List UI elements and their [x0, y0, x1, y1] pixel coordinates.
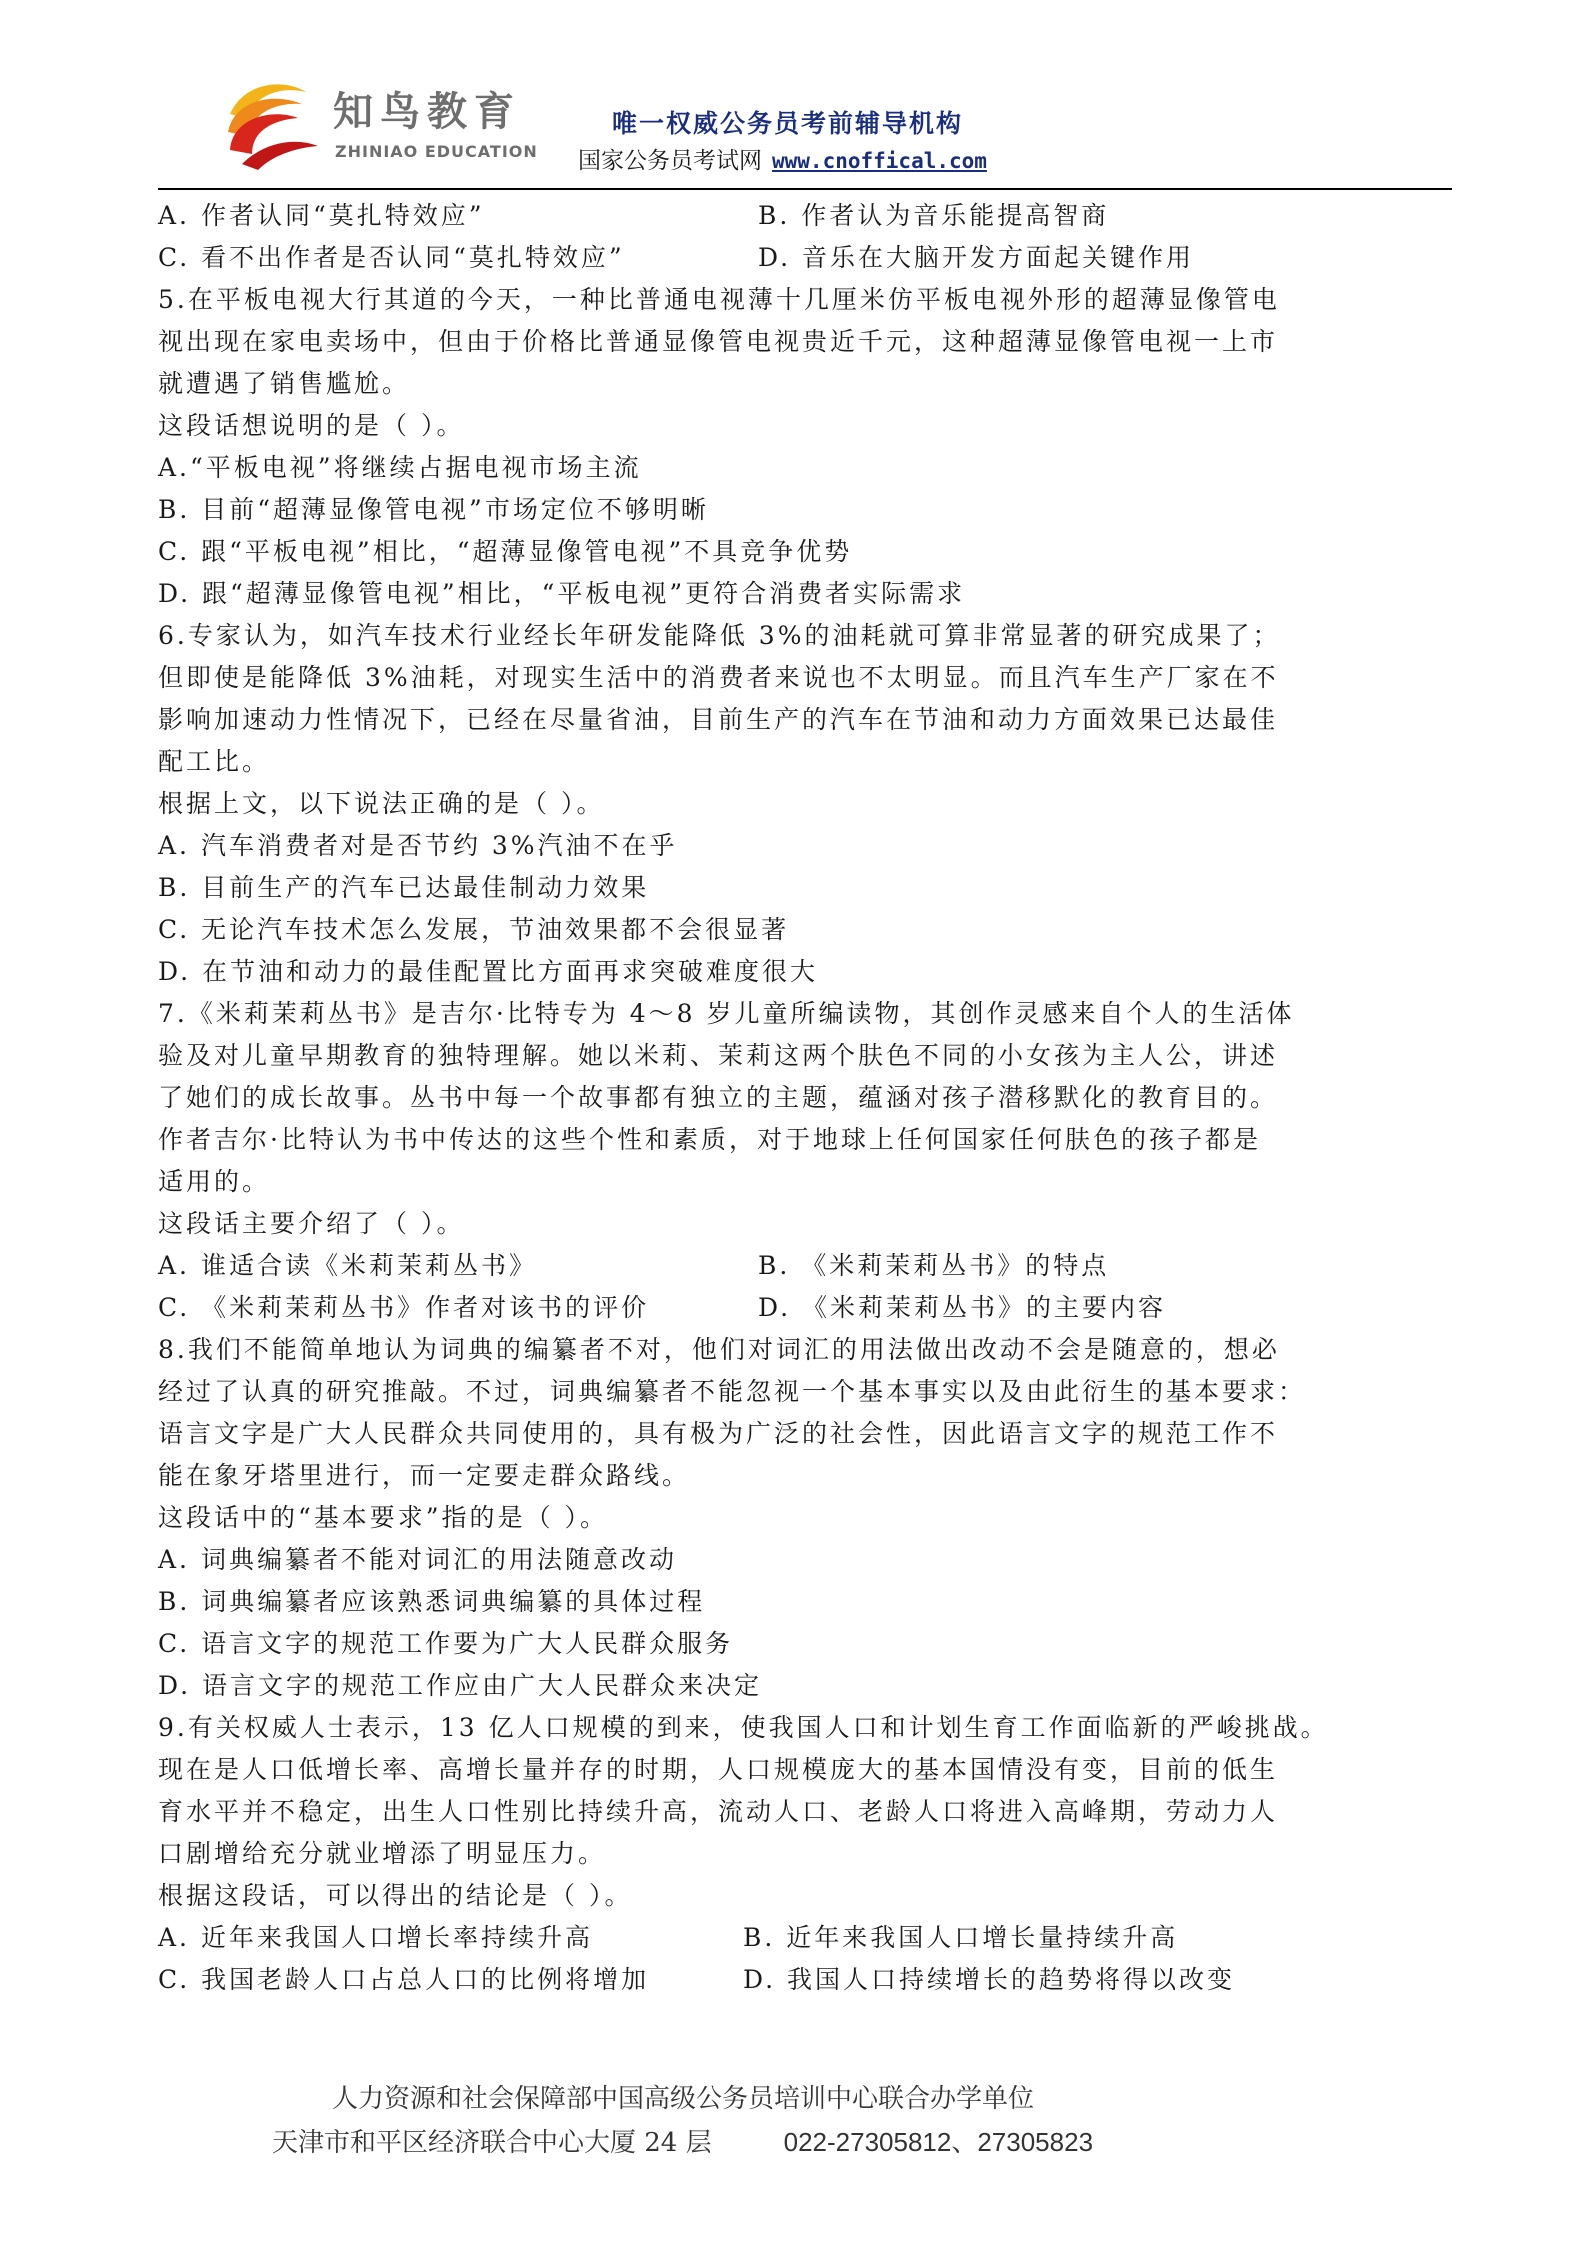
q7-stem: 这段话主要介绍了（ ）。 — [158, 1209, 465, 1238]
q4-options-row-2 — [158, 237, 1458, 279]
q4-option-b: B. 作者认为音乐能提高智商 — [758, 201, 1110, 230]
q5-option-d: D. 跟“超薄显像管电视”相比，“平板电视”更符合消费者实际需求 — [158, 579, 966, 608]
q8-option-b: B. 词典编纂者应该熟悉词典编纂的具体过程 — [158, 1587, 706, 1616]
q5-option-b: B. 目前“超薄显像管电视”市场定位不够明晰 — [158, 495, 709, 524]
header-site — [578, 142, 987, 175]
q7-options-row-1 — [158, 1245, 1458, 1287]
q6-text-line: 6.专家认为，如汽车技术行业经长年研发能降低 3%的油耗就可算非常显著的研究成果了； — [158, 621, 1281, 650]
q5-text-line: 视出现在家电卖场中，但由于价格比普通显像管电视贵近千元，这种超薄显像管电视一上市 — [158, 327, 1279, 356]
q9-option-c: C. 我国老龄人口占总人口的比例将增加 — [158, 1965, 650, 1994]
q8-text-line: 语言文字是广大人民群众共同使用的，具有极为广泛的社会性，因此语言文字的规范工作不 — [158, 1419, 1279, 1448]
q5-text-line: 5.在平板电视大行其道的今天，一种比普通电视薄十几厘米仿平板电视外形的超薄显像管电 — [158, 285, 1280, 314]
q7-text-line: 7.《米莉茉莉丛书》是吉尔·比特专为 4～8 岁儿童所编读物，其创作灵感来自个人的生活体 — [158, 999, 1295, 1028]
q9-text-line: 育水平并不稳定，出生人口性别比持续升高，流动人口、老龄人口将进入高峰期，劳动力人 — [158, 1797, 1279, 1826]
q5-stem: 这段话想说明的是（ ）。 — [158, 411, 465, 440]
q4-option-a: A. 作者认同“莫扎特效应” — [158, 201, 485, 230]
q9-text-line: 口剧增给充分就业增添了明显压力。 — [158, 1839, 607, 1868]
q5-option-a: A.“平板电视”将继续占据电视市场主流 — [158, 453, 642, 482]
q9-option-a: A. 近年来我国人口增长率持续升高 — [158, 1923, 593, 1952]
q8-option-a: A. 词典编纂者不能对词汇的用法随意改动 — [158, 1545, 677, 1574]
q4-options-row-1 — [158, 195, 1458, 237]
q7-options-row-2 — [158, 1287, 1458, 1329]
q4-option-d: D. 音乐在大脑开发方面起关键作用 — [758, 243, 1195, 272]
exam-content — [158, 195, 1458, 2001]
q5-text-line: 就遭遇了销售尴尬。 — [158, 369, 411, 398]
q9-text-line: 9.有关权威人士表示，13 亿人口规模的到来，使我国人口和计划生育工作面临新的严峻挑战。 — [158, 1713, 1329, 1742]
q9-stem: 根据这段话，可以得出的结论是（ ）。 — [158, 1881, 633, 1910]
brand-name-cn: 知鸟教育 — [333, 89, 521, 135]
q7-text-line: 了她们的成长故事。丛书中每一个故事都有独立的主题，蕴涵对孩子潜移默化的教育目的。 — [158, 1083, 1279, 1112]
q6-option-d: D. 在节油和动力的最佳配置比方面再求突破难度很大 — [158, 957, 819, 986]
q9-options-row-1 — [158, 1917, 1458, 1959]
footer-affiliation: 人力资源和社会保障部中国高级公务员培训中心联合办学单位 — [332, 2084, 1035, 2114]
q6-text-line: 配工比。 — [158, 747, 271, 776]
q7-text-line: 适用的。 — [158, 1167, 271, 1196]
site-label: 国家公务员考试网 — [578, 148, 762, 174]
q4-option-c: C. 看不出作者是否认同“莫扎特效应” — [158, 243, 625, 272]
q5-option-c: C. 跟“平板电视”相比，“超薄显像管电视”不具竞争优势 — [158, 537, 853, 566]
q7-text-line: 作者吉尔·比特认为书中传达的这些个性和素质，对于地球上任何国家任何肤色的孩子都是 — [158, 1125, 1261, 1154]
q7-option-d: D. 《米莉茉莉丛书》的主要内容 — [758, 1293, 1167, 1322]
footer-contact — [272, 2122, 1093, 2159]
q6-option-c: C. 无论汽车技术怎么发展，节油效果都不会很显著 — [158, 915, 790, 944]
q9-option-d: D. 我国人口持续增长的趋势将得以改变 — [743, 1965, 1236, 1994]
q8-text-line: 经过了认真的研究推敲。不过，词典编纂者不能忽视一个基本事实以及由此衍生的基本要求： — [158, 1377, 1307, 1406]
q9-options-row-2 — [158, 1959, 1458, 2001]
q6-text-line: 影响加速动力性情况下，已经在尽量省油，目前生产的汽车在节油和动力方面效果已达最佳 — [158, 705, 1279, 734]
q9-text-line: 现在是人口低增长率、高增长量并存的时期，人口规模庞大的基本国情没有变，目前的低生 — [158, 1755, 1279, 1784]
q8-option-c: C. 语言文字的规范工作要为广大人民群众服务 — [158, 1629, 734, 1658]
q7-option-b: B. 《米莉茉莉丛书》的特点 — [758, 1251, 1110, 1280]
q8-option-d: D. 语言文字的规范工作应由广大人民群众来决定 — [158, 1671, 763, 1700]
site-link[interactable]: www.cnoffical.com — [772, 149, 987, 173]
q6-text-line: 但即使是能降低 3%油耗，对现实生活中的消费者来说也不太明显。而且汽车生产厂家在不 — [158, 663, 1279, 692]
q7-text-line: 验及对儿童早期教育的独特理解。她以米莉、茉莉这两个肤色不同的小女孩为主人公，讲述 — [158, 1041, 1279, 1070]
header-slogan: 唯一权威公务员考前辅导机构 — [612, 109, 964, 138]
q7-option-c: C. 《米莉茉莉丛书》作者对该书的评价 — [158, 1293, 650, 1322]
footer-phone: 022-27305812、27305823 — [783, 2127, 1094, 2157]
zhiniao-logo-icon — [222, 74, 326, 170]
brand-name-en: ZHINIAO EDUCATION — [335, 142, 538, 161]
q8-stem: 这段话中的“基本要求”指的是（ ）。 — [158, 1503, 609, 1532]
q9-option-b: B. 近年来我国人口增长量持续升高 — [743, 1923, 1179, 1952]
page-header — [0, 0, 1594, 190]
q6-option-b: B. 目前生产的汽车已达最佳制动力效果 — [158, 873, 650, 902]
q6-option-a: A. 汽车消费者对是否节约 3%汽油不在乎 — [158, 831, 678, 860]
footer-address: 天津市和平区经济联合中心大厦 24 层 — [272, 2128, 712, 2158]
q8-text-line: 能在象牙塔里进行，而一定要走群众路线。 — [158, 1461, 691, 1490]
q6-stem: 根据上文，以下说法正确的是（ ）。 — [158, 789, 605, 818]
q8-text-line: 8.我们不能简单地认为词典的编纂者不对，他们对词汇的用法做出改动不会是随意的，想必 — [158, 1335, 1280, 1364]
header-divider — [158, 188, 1452, 190]
q7-option-a: A. 谁适合读《米莉茉莉丛书》 — [158, 1251, 537, 1280]
